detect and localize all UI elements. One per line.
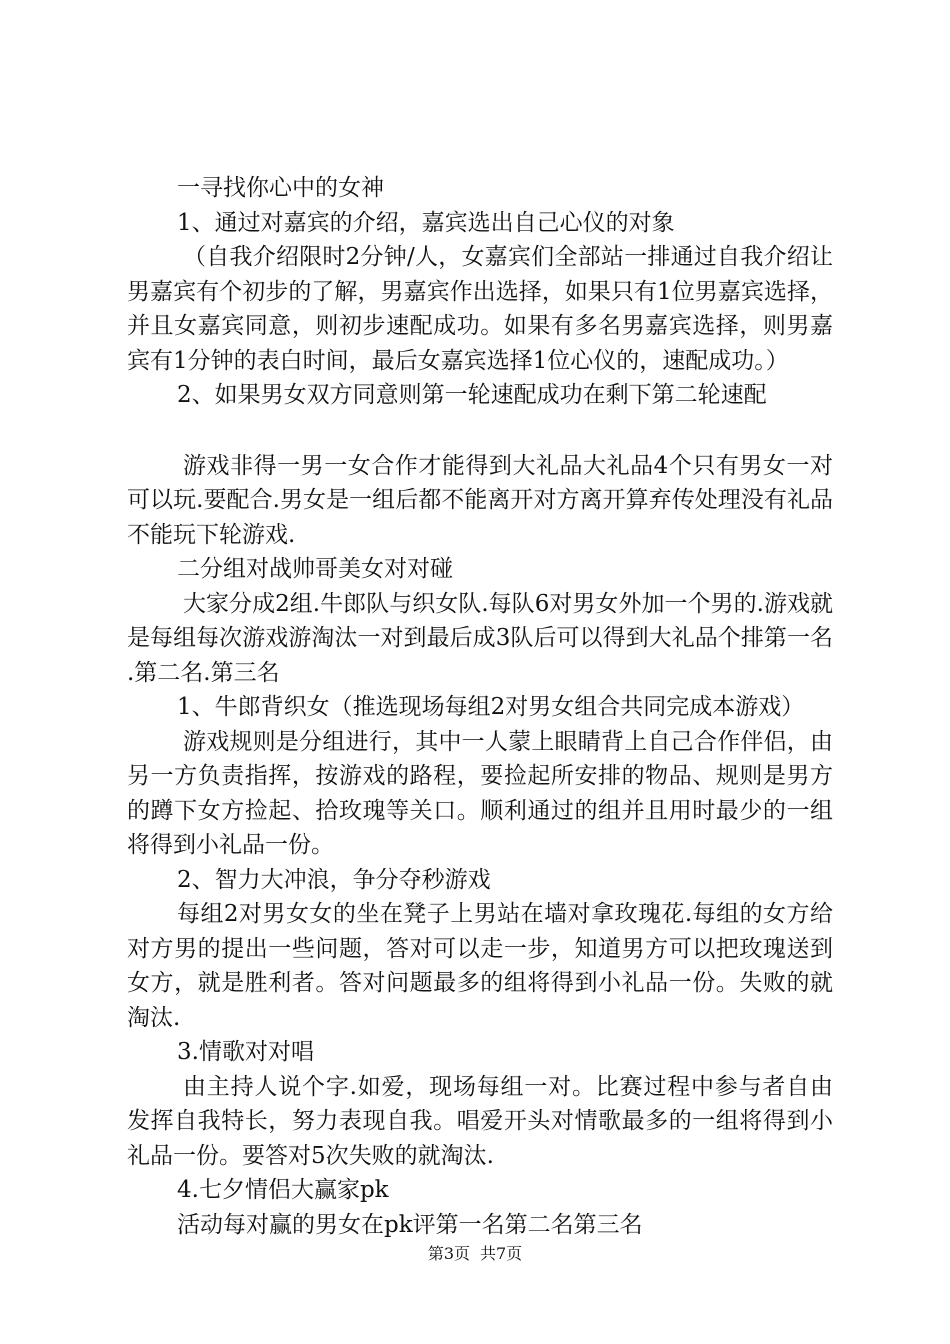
section-heading: 一寻找你心中的女神 bbox=[177, 175, 384, 201]
page-number: 第3页 bbox=[427, 1244, 470, 1263]
body-paragraph: 游戏非得一男一女合作才能得到大礼品大礼品4个只有男女一对可以玩.要配合.男女是一组后都不能离开对方离开算弃传处理没有礼品不能玩下轮游戏. bbox=[127, 452, 833, 548]
page-total: 共7页 bbox=[480, 1244, 523, 1263]
page-footer bbox=[0, 1244, 950, 1264]
body-paragraph: 每组2对男女女的坐在凳子上男站在墙对拿玫瑰花.每组的女方给对方男的提出一些问题，答对可以走一步，知道男方可以把玫瑰送到女方，就是胜利者。答对问题最多的组将得到小礼品一份。失败的就淘汰. bbox=[127, 901, 833, 1031]
list-item-heading: 2、智力大冲浪，争分夺秒游戏 bbox=[177, 866, 491, 893]
list-item-heading: 1、通过对嘉宾的介绍，嘉宾选出自己心仪的对象 bbox=[177, 209, 675, 236]
body-paragraph: 活动每对赢的男女在pk评第一名第二名第三名 bbox=[177, 1211, 643, 1238]
document-body bbox=[127, 171, 833, 1242]
list-item-heading: 4.七夕情侣大赢家pk bbox=[177, 1177, 389, 1203]
section-heading: 二分组对战帅哥美女对对碰 bbox=[177, 556, 453, 582]
list-item-heading: 2、如果男女双方同意则第一轮速配成功在剩下第二轮速配 bbox=[177, 382, 767, 408]
paragraph-gap bbox=[127, 413, 833, 449]
body-paragraph: 大家分成2组.牛郎队与织女队.每队6对男女外加一个男的.游戏就是每组每次游戏游淘汰一对到最后成3队后可以得到大礼品个排第一名.第二名.第三名 bbox=[127, 590, 833, 686]
list-item-heading: 3.情歌对对唱 bbox=[177, 1039, 314, 1065]
list-item-heading: 1、牛郎背织女（推选现场每组2对男女组合共同完成本游戏） bbox=[177, 694, 805, 720]
body-paragraph: 游戏规则是分组进行，其中一人蒙上眼睛背上自己合作伴侣，由另一方负责指挥，按游戏的路程，要捡起所安排的物品、规则是男方的蹲下女方捡起、拾玫瑰等关口。顺利通过的组并且用时最少的一组将得到小礼品一份。 bbox=[127, 728, 833, 858]
body-paragraph: （自我介绍限时2分钟/人，女嘉宾们全部站一排通过自我介绍让男嘉宾有个初步的了解，男嘉宾作出选择，如果只有1位男嘉宾选择，并且女嘉宾同意，则初步速配成功。如果有多名男嘉宾选择，则男嘉宾有1分钟的表白时间，最后女嘉宾选择1位心仪的，速配成功。） bbox=[127, 244, 833, 374]
body-paragraph: 由主持人说个字.如爱，现场每组一对。比赛过程中参与者自由发挥自我特长，努力表现自我。唱爱开头对情歌最多的一组将得到小礼品一份。要答对5次失败的就淘汰. bbox=[127, 1073, 833, 1169]
